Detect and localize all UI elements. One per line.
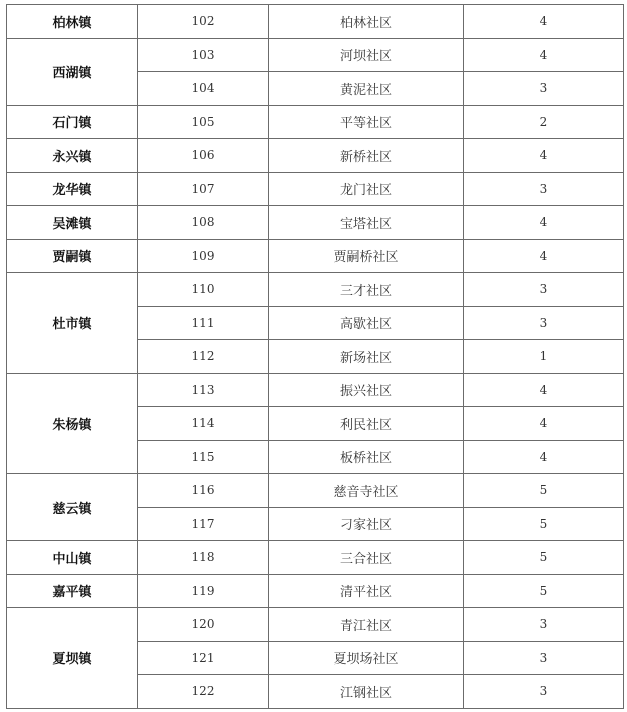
community-cell: 三合社区 — [269, 541, 464, 575]
id-cell: 108 — [138, 206, 269, 240]
town-cell: 杜市镇 — [7, 273, 138, 374]
table-row — [7, 273, 624, 307]
count-cell: 5 — [464, 474, 624, 508]
community-cell: 青江社区 — [269, 608, 464, 642]
community-cell: 慈音寺社区 — [269, 474, 464, 508]
table-row — [7, 541, 624, 575]
community-cell: 新场社区 — [269, 340, 464, 374]
id-cell: 114 — [138, 407, 269, 441]
community-cell: 贾嗣桥社区 — [269, 239, 464, 273]
id-cell: 104 — [138, 72, 269, 106]
id-cell: 120 — [138, 608, 269, 642]
community-cell: 板桥社区 — [269, 440, 464, 474]
id-cell: 102 — [138, 5, 269, 39]
count-cell: 2 — [464, 105, 624, 139]
count-cell: 3 — [464, 273, 624, 307]
community-cell: 高歇社区 — [269, 306, 464, 340]
id-cell: 121 — [138, 641, 269, 675]
town-cell: 中山镇 — [7, 541, 138, 575]
community-cell: 夏坝场社区 — [269, 641, 464, 675]
count-cell: 5 — [464, 507, 624, 541]
id-cell: 117 — [138, 507, 269, 541]
id-cell: 118 — [138, 541, 269, 575]
table-row — [7, 239, 624, 273]
community-cell: 振兴社区 — [269, 373, 464, 407]
count-cell: 4 — [464, 38, 624, 72]
id-cell: 110 — [138, 273, 269, 307]
town-cell: 吴滩镇 — [7, 206, 138, 240]
count-cell: 3 — [464, 306, 624, 340]
community-cell: 利民社区 — [269, 407, 464, 441]
table-row — [7, 139, 624, 173]
count-cell: 5 — [464, 574, 624, 608]
count-cell: 4 — [464, 139, 624, 173]
town-cell: 夏坝镇 — [7, 608, 138, 709]
community-table-body — [7, 5, 624, 709]
id-cell: 111 — [138, 306, 269, 340]
town-cell: 西湖镇 — [7, 38, 138, 105]
community-cell: 清平社区 — [269, 574, 464, 608]
town-cell: 龙华镇 — [7, 172, 138, 206]
id-cell: 122 — [138, 675, 269, 709]
community-table — [6, 4, 624, 709]
table-row — [7, 474, 624, 508]
community-cell: 宝塔社区 — [269, 206, 464, 240]
id-cell: 107 — [138, 172, 269, 206]
community-cell: 三才社区 — [269, 273, 464, 307]
id-cell: 106 — [138, 139, 269, 173]
count-cell: 4 — [464, 5, 624, 39]
town-cell: 柏林镇 — [7, 5, 138, 39]
town-cell: 朱杨镇 — [7, 373, 138, 474]
id-cell: 119 — [138, 574, 269, 608]
table-row — [7, 105, 624, 139]
community-cell: 江钢社区 — [269, 675, 464, 709]
table-row — [7, 5, 624, 39]
community-cell: 河坝社区 — [269, 38, 464, 72]
count-cell: 3 — [464, 641, 624, 675]
id-cell: 113 — [138, 373, 269, 407]
table-row — [7, 608, 624, 642]
count-cell: 3 — [464, 675, 624, 709]
count-cell: 4 — [464, 407, 624, 441]
count-cell: 3 — [464, 608, 624, 642]
community-cell: 刁家社区 — [269, 507, 464, 541]
community-cell: 新桥社区 — [269, 139, 464, 173]
id-cell: 105 — [138, 105, 269, 139]
table-row — [7, 373, 624, 407]
community-cell: 平等社区 — [269, 105, 464, 139]
town-cell: 永兴镇 — [7, 139, 138, 173]
table-row — [7, 206, 624, 240]
id-cell: 115 — [138, 440, 269, 474]
id-cell: 112 — [138, 340, 269, 374]
id-cell: 103 — [138, 38, 269, 72]
community-cell: 黄泥社区 — [269, 72, 464, 106]
table-row — [7, 38, 624, 72]
town-cell: 贾嗣镇 — [7, 239, 138, 273]
count-cell: 4 — [464, 206, 624, 240]
town-cell: 慈云镇 — [7, 474, 138, 541]
table-row — [7, 172, 624, 206]
town-cell: 嘉平镇 — [7, 574, 138, 608]
count-cell: 3 — [464, 72, 624, 106]
id-cell: 109 — [138, 239, 269, 273]
table-row — [7, 574, 624, 608]
count-cell: 3 — [464, 172, 624, 206]
count-cell: 1 — [464, 340, 624, 374]
town-cell: 石门镇 — [7, 105, 138, 139]
count-cell: 4 — [464, 440, 624, 474]
community-cell: 龙门社区 — [269, 172, 464, 206]
count-cell: 4 — [464, 373, 624, 407]
count-cell: 4 — [464, 239, 624, 273]
count-cell: 5 — [464, 541, 624, 575]
id-cell: 116 — [138, 474, 269, 508]
community-cell: 柏林社区 — [269, 5, 464, 39]
